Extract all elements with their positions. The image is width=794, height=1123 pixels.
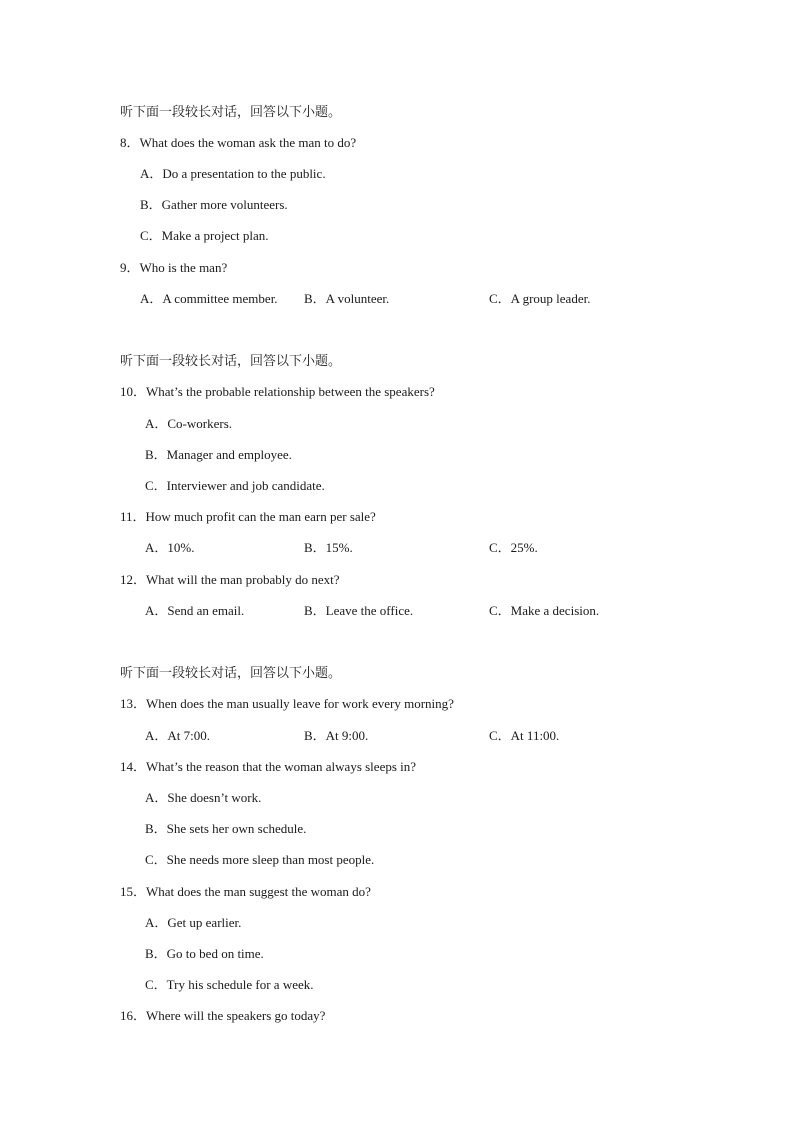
answer-option: B．Leave the office. bbox=[304, 603, 414, 618]
question-stem: 8．What does the woman ask the man to do? bbox=[120, 135, 357, 150]
question-stem: 9．Who is the man? bbox=[120, 260, 228, 275]
answer-option: C．At 11:00. bbox=[489, 728, 560, 743]
answer-option: B．Manager and employee. bbox=[145, 447, 292, 462]
question-stem: 15．What does the man suggest the woman do? bbox=[120, 884, 371, 899]
question-stem: 11．How much profit can the man earn per sale? bbox=[120, 509, 376, 524]
answer-option: C．Try his schedule for a week. bbox=[145, 977, 314, 992]
question-stem: 16．Where will the speakers go today? bbox=[120, 1008, 326, 1023]
answer-option: A．10%. bbox=[145, 540, 195, 555]
answer-option: A．Co-workers. bbox=[145, 416, 233, 431]
answer-option: C．She needs more sleep than most people. bbox=[145, 852, 375, 867]
answer-option: A．Get up earlier. bbox=[145, 915, 242, 930]
answer-option: C．A group leader. bbox=[489, 291, 591, 306]
answer-option: A．Send an email. bbox=[145, 603, 245, 618]
answer-option: A．A committee member. bbox=[140, 291, 278, 306]
answer-option: B．15%. bbox=[304, 540, 353, 555]
answer-option: C．25%. bbox=[489, 540, 538, 555]
answer-option: B．She sets her own schedule. bbox=[145, 821, 307, 836]
section-instruction: 听下面一段较长对话，回答以下小题。 bbox=[120, 665, 342, 680]
answer-option: B．A volunteer. bbox=[304, 291, 390, 306]
answer-option: B．At 9:00. bbox=[304, 728, 369, 743]
question-stem: 12．What will the man probably do next? bbox=[120, 572, 340, 587]
answer-option: B．Gather more volunteers. bbox=[140, 197, 288, 212]
answer-option: A．Do a presentation to the public. bbox=[140, 166, 326, 181]
answer-option: C．Interviewer and job candidate. bbox=[145, 478, 325, 493]
answer-option: C．Make a decision. bbox=[489, 603, 600, 618]
answer-option: B．Go to bed on time. bbox=[145, 946, 264, 961]
question-stem: 13．When does the man usually leave for work every morning? bbox=[120, 696, 454, 711]
answer-option: A．At 7:00. bbox=[145, 728, 211, 743]
question-stem: 14．What’s the reason that the woman always sleeps in? bbox=[120, 759, 417, 774]
question-stem: 10．What’s the probable relationship between the speakers? bbox=[120, 384, 435, 399]
answer-option: A．She doesn’t work. bbox=[145, 790, 262, 805]
answer-option: C．Make a project plan. bbox=[140, 228, 269, 243]
section-instruction: 听下面一段较长对话，回答以下小题。 bbox=[120, 353, 342, 368]
section-instruction: 听下面一段较长对话，回答以下小题。 bbox=[120, 104, 342, 119]
